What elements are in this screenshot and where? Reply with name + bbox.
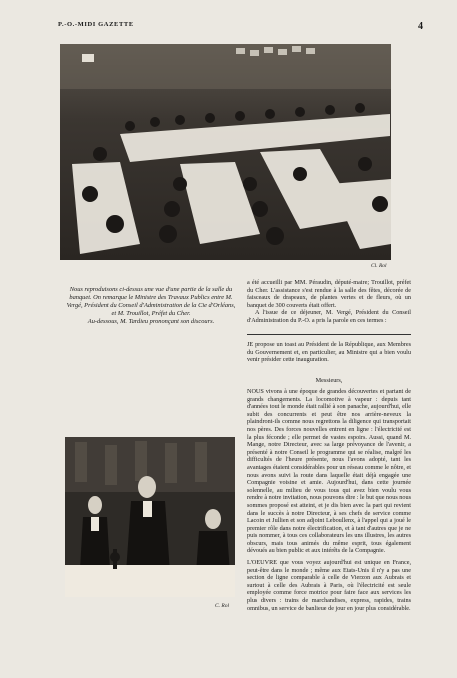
speech-image: [65, 437, 235, 597]
salutation: [247, 377, 411, 385]
speech-photo: [65, 437, 235, 597]
photo-caption: [66, 286, 236, 326]
caption-paragraph: Nous reproduisons ci-dessus une vue d'une partie de la salle du banquet. On remarque le Ministre des Travaux Publics entre M. Vergé, Président du Conseil d'Administration de la Cie d'Orléans, et M. Trouillot, Préfet du Cher.: [66, 286, 236, 317]
banquet-hall-photo: [60, 44, 391, 260]
salutation-text: Messieurs,: [315, 377, 343, 384]
bottom-photo-credit: C. Rol: [215, 603, 230, 609]
top-photo-credit: Cl. Rol: [371, 263, 387, 269]
speech-paragraph: NOUS vivons à une époque de grandes découvertes et partant de grands changements. La locomotive à vapeur : depuis tant d'années tout le monde était rallié à son panache, aujourd'hui, elle subit des concurrents et peut être nos arrière-neveux la plaindront-ils comme nous regrettons la diligence qui transportait nos pères. Des forces nouvelles entrent en ligne : l'électricité est la plus féconde ; elle permet de vastes espoirs. Aussi, quand M. Mange, notre Directeur, avec sa large prévoyance de l'avenir, a présenté à notre Conseil le programme qui se réalise, malgré les difficultés de l'heure présente, nous l'avons adopté, tant les avantages étaient considérables pour un réseau comme le nôtre, et nous avons suivi la route dans laquelle était déjà engagée une Compagnie voisine et amie. Aujourd'hui, dans cette journée solennelle, au milieu de vous tous qui avez bien voulu vous rendre à notre invitation, nous pouvons dire : le but que nous nous sommes proposé est atteint, et je dis bien avec la part qui revient dans le succès à notre Directeur, à ses chefs de service comme Lacoin et Jullien et son adjoint Leboullenx, à l'appel qui a joué le premier rôle dans notre électrification, et à tant d'autres que je ne puis nommer, à tous ces collaborateurs les uns illustres, les autres obscurs, mais tous animés du même esprit, tous également dévoués au bien public et aux intérêts de la Compagnie.: [247, 388, 411, 555]
section-rule-top: [247, 334, 411, 335]
banquet-hall-image: [60, 44, 391, 260]
speech-paragraph: L'OEUVRE que vous voyez aujourd'hui est unique en France, peut-être dans le monde ; même aux Etats-Unis il n'y a pas une section de ligne comparable à celle de Vierzon aux Aubrais et surtout à celle des Aubrais à Paris, où l'électricité est seule employée comme force motrice pour faire face aux services les plus divers : trains de marchandises, express, rapides, trains omnibus, un service de banlieue de jour en jour plus considérable.: [247, 559, 411, 612]
intro-paragraph: A l'issue de ce déjeuner, M. Vergé, Président du Conseil d'Administration du P.-O. a pris la parole en ces termes :: [247, 309, 411, 324]
toast-paragraph: [247, 341, 411, 364]
toast-text: JE propose un toast au Président de la République, aux Membres du Gouvernement et, en particulier, au Ministre qui a bien voulu venir présider cette inauguration.: [247, 341, 411, 364]
speech-text: [247, 388, 411, 612]
running-header: P.-O.-MIDI GAZETTE: [58, 21, 134, 28]
caption-paragraph: Au-dessous, M. Tardieu prononçant son discours.: [87, 318, 215, 325]
intro-text: [247, 279, 411, 325]
page-number: 4: [418, 21, 423, 32]
intro-paragraph: a été accueilli par MM. Péraudin, député-maire; Trouillot, préfet du Cher. L'assistance s'est rendue à la salle des fêtes, décorée de faisceaux de drapeaux, de plantes vertes et de fleurs, où un banquet de 300 couverts était offert.: [247, 279, 411, 309]
